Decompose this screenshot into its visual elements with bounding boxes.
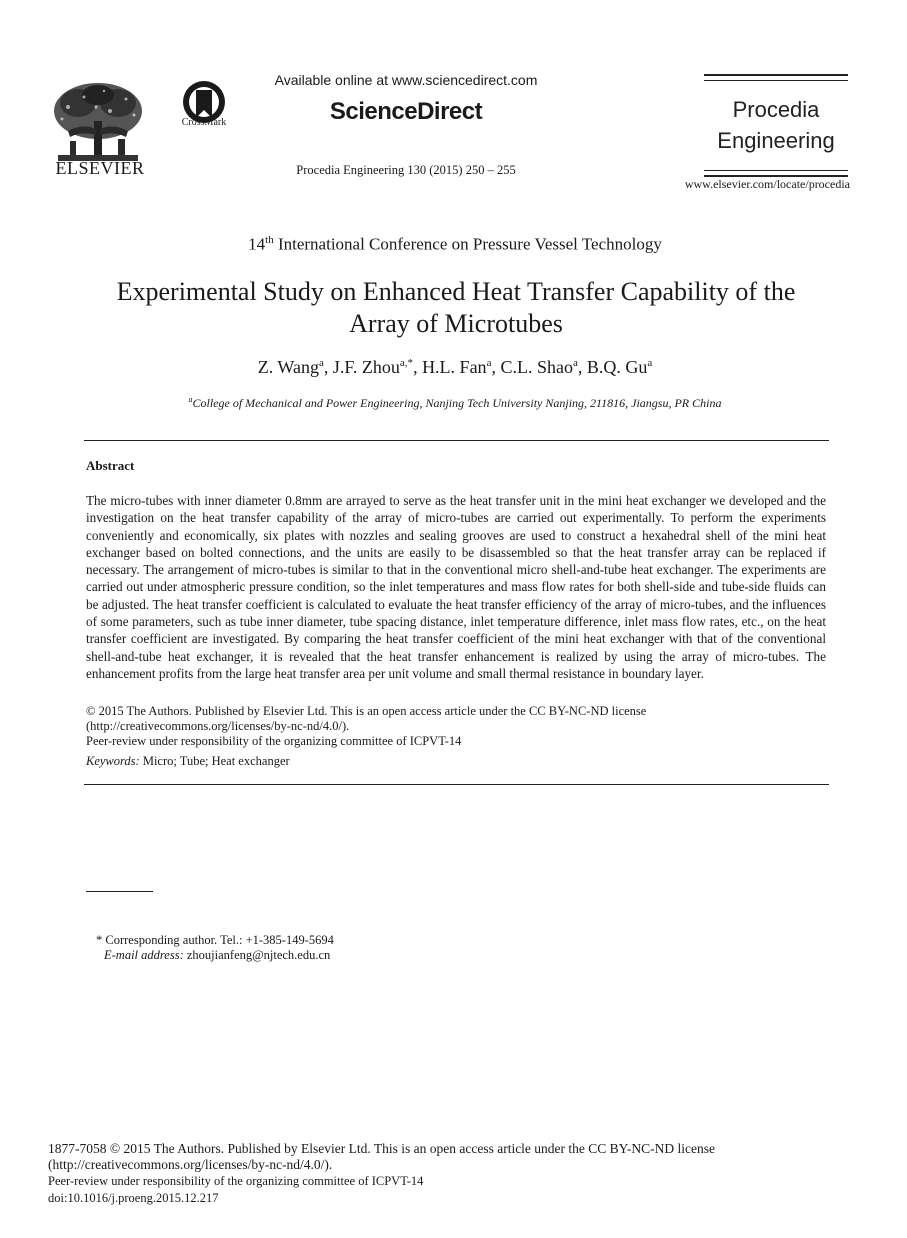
available-online-text: Available online at www.sciencedirect.com xyxy=(274,72,538,88)
keywords-list: Micro; Tube; Heat exchanger xyxy=(139,754,290,768)
corresponding-author-note: * Corresponding author. Tel.: +1-385-149-5694 xyxy=(96,933,334,947)
author: Z. Wang$^a$, xyxy=(257,357,333,377)
abstract-bottom-rule xyxy=(84,784,829,785)
author-list xyxy=(60,357,850,378)
footer-license-url-link[interactable]: (http://creativecommons.org/licenses/by-nc-nd/4.0/). xyxy=(48,1157,333,1172)
conference-ordinal-suffix: th xyxy=(265,234,274,246)
author-email xyxy=(104,948,330,963)
abstract-body: The micro-tubes with inner diameter 0.8mm are arrayed to serve as the heat transfer unit in the mini heat exchanger we developed and the investigation on the heat transfer capability of the array of micro-tubes are carried out experimentally. To perform the experiments conveniently and economically, six plates with nozzles and sealing grooves are used to construct a hexahedral shell of the mini heat exchanger based on bolted connections, and the units are easily to be disassembled so that the heat transfer array can be replaced if necessary. The arrangement of micro-tubes is similar to that in the conventional micro shell-and-tube heat exchanger. The experiments are carried out under atmospheric pressure condition, so the inlet temperatures and mass flow rates for both shell-side and tube-side fluids can be adjusted. The heat transfer coefficient is calculated to evaluate the heat transfer efficiency of the array of micro-tubes, and the influences of some parameters, such as tube inner diameter, tube spacing distance, inlet temperature difference, inlet mass flow rates, etc., on the heat transfer coefficient are investigated. By comparing the heat transfer coefficient of the mini heat exchanger with that of the conventional shell-and-tube heat exchanger, it is revealed that the heat transfer enhancement is realized by using the array of micro-tubes. The enhancement profits from the large heat transfer area per unit volume and small thermal resistance in boundary layer. xyxy=(86,493,826,681)
author: B.Q. Gu$^a$ xyxy=(586,357,653,377)
abstract-top-rule xyxy=(84,440,829,441)
license-url-link[interactable]: (http://creativecommons.org/licenses/by-nc-nd/4.0/). xyxy=(86,719,350,733)
affiliation-text: College of Mechanical and Power Engineering, Nanjing Tech University Nanjing, 211816, Jiangsu, PR China xyxy=(192,396,722,410)
keywords xyxy=(86,754,826,769)
publisher-name: ELSEVIER xyxy=(55,158,145,178)
sciencedirect-logo[interactable]: ScienceDirect xyxy=(329,98,483,125)
paper-title xyxy=(80,276,832,340)
footer-peer-review: Peer-review under responsibility of the organizing committee of ICPVT-14 xyxy=(48,1174,424,1188)
email-label: E-mail address: xyxy=(104,948,184,962)
footer-issn-license: 1877-7058 © 2015 The Authors. Published by Elsevier Ltd. This is an open access article under the CC BY-NC-ND license xyxy=(48,1141,716,1156)
paper-title-line-1: Experimental Study on Enhanced Heat Transfer Capability of the xyxy=(116,277,796,306)
journal-title xyxy=(704,94,848,156)
license-notice xyxy=(86,704,826,734)
author: C.L. Shao$^a$, xyxy=(500,357,587,377)
crossmark-label: CrossMark xyxy=(181,117,227,128)
journal-title-line-1: Procedia xyxy=(732,97,820,122)
journal-title-bottom-rule xyxy=(704,170,848,177)
author: H.L. Fan$^a$, xyxy=(422,357,501,377)
peer-review-notice: Peer-review under responsibility of the organizing committee of ICPVT-14 xyxy=(86,734,462,748)
affiliation-mark: a xyxy=(188,395,193,404)
journal-title-line-2: Engineering xyxy=(717,128,835,153)
keywords-label: Keywords: xyxy=(86,754,140,768)
paper-title-line-2: Array of Microtubes xyxy=(349,309,563,338)
journal-citation: Procedia Engineering 130 (2015) 250 – 255 xyxy=(296,163,516,177)
license-line: © 2015 The Authors. Published by Elsevier Ltd. This is an open access article under the CC BY-NC-ND license xyxy=(86,704,647,718)
email-address-link[interactable]: zhoujianfeng@njtech.edu.cn xyxy=(183,948,331,962)
footnote-rule xyxy=(86,891,153,892)
conference-name xyxy=(60,234,850,255)
affiliation xyxy=(60,395,850,411)
footer-doi-link[interactable]: doi:10.1016/j.proeng.2015.12.217 xyxy=(48,1191,219,1205)
abstract-heading: Abstract xyxy=(86,458,135,473)
conference-number: 14 xyxy=(248,234,266,254)
conference-title: International Conference on Pressure Vessel Technology xyxy=(273,234,662,254)
author: J.F. Zhou$^{a,*}$, xyxy=(332,357,423,377)
journal-url-link[interactable]: www.elsevier.com/locate/procedia xyxy=(684,177,850,191)
journal-title-top-rule xyxy=(704,74,848,81)
